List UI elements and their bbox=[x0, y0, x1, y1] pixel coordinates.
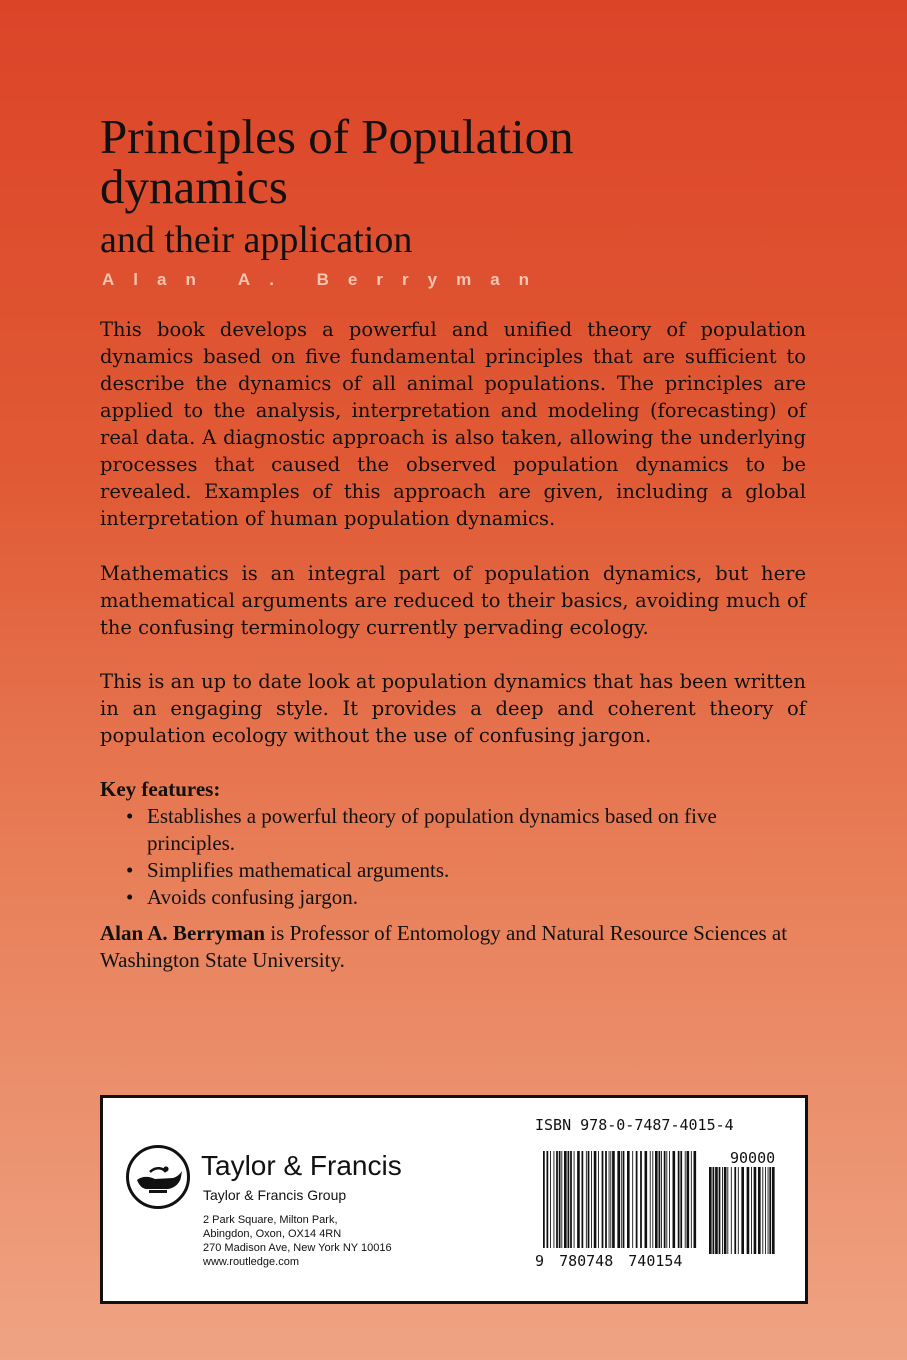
barcode-digits bbox=[535, 1252, 682, 1270]
ean-barcode bbox=[543, 1151, 697, 1248]
description-paragraph-2: Mathematics is an integral part of population dynamics, but here mathematical arguments are reduced to their basics, avoiding much of the confusing terminology currently pervading ecology. bbox=[100, 562, 806, 639]
barcode-bar bbox=[559, 1151, 561, 1248]
barcode-bar bbox=[673, 1151, 676, 1248]
address-line: Abingdon, Oxon, OX14 4RN bbox=[203, 1228, 342, 1240]
barcode-bar bbox=[741, 1167, 744, 1254]
barcode-bar bbox=[652, 1151, 653, 1248]
publisher-address bbox=[203, 1213, 392, 1269]
publisher-group: Taylor & Francis Group bbox=[203, 1187, 347, 1203]
barcode-bar bbox=[582, 1151, 584, 1248]
publisher-name: Taylor & Francis bbox=[201, 1150, 402, 1181]
barcode-bar bbox=[547, 1151, 549, 1248]
barcode-bar bbox=[556, 1151, 558, 1248]
barcode-bar bbox=[661, 1151, 662, 1248]
barcode-bar bbox=[609, 1151, 610, 1248]
barcode-bar bbox=[627, 1151, 630, 1248]
barcode-bar bbox=[655, 1151, 658, 1248]
book-subtitle: and their application bbox=[100, 219, 413, 261]
barcode-bar bbox=[772, 1167, 775, 1254]
title-line-2: dynamics bbox=[100, 159, 288, 214]
key-features bbox=[100, 776, 806, 911]
barcode-bar bbox=[719, 1167, 721, 1254]
lamp-icon bbox=[125, 1144, 191, 1210]
barcode-bar bbox=[715, 1167, 718, 1254]
addon-barcode bbox=[709, 1167, 779, 1254]
barcode-bar bbox=[659, 1151, 661, 1248]
barcode-bar bbox=[610, 1151, 611, 1248]
barcode-bar bbox=[724, 1167, 727, 1254]
title-line-1: Principles of Population bbox=[100, 109, 574, 164]
barcode-bar bbox=[561, 1151, 562, 1248]
barcode-first-digit: 9 bbox=[535, 1252, 545, 1270]
barcode-bar bbox=[678, 1151, 680, 1248]
barcode-bar bbox=[568, 1151, 570, 1248]
publisher-website: www.routledge.com bbox=[203, 1256, 299, 1268]
barcode-bar bbox=[554, 1151, 555, 1248]
barcode-bar bbox=[768, 1167, 769, 1254]
publisher-panel bbox=[100, 1095, 808, 1304]
barcode-bar bbox=[645, 1151, 648, 1248]
barcode-bar bbox=[758, 1167, 761, 1254]
bio-author-name: Alan A. Berryman bbox=[100, 921, 266, 945]
barcode-bar bbox=[586, 1151, 587, 1248]
barcode-bar bbox=[605, 1151, 607, 1248]
barcode-bar bbox=[754, 1167, 757, 1254]
barcode-bar bbox=[694, 1151, 697, 1248]
barcode-bar bbox=[640, 1151, 642, 1248]
barcode-bar bbox=[687, 1151, 690, 1248]
barcode-bar bbox=[591, 1151, 592, 1248]
key-features-heading: Key features: bbox=[100, 777, 221, 801]
barcode-bar bbox=[550, 1151, 551, 1248]
barcode-bar bbox=[598, 1151, 599, 1248]
features-list bbox=[100, 803, 806, 911]
barcode-left-digits: 780748 bbox=[559, 1252, 614, 1270]
address-line: 2 Park Square, Milton Park, bbox=[203, 1214, 338, 1226]
barcode-bar bbox=[623, 1151, 625, 1248]
barcode-bar bbox=[602, 1151, 604, 1248]
barcode-bar bbox=[747, 1167, 750, 1254]
barcode-bar bbox=[588, 1151, 590, 1248]
barcode-bar bbox=[617, 1151, 620, 1248]
description-paragraph-1: This book develops a powerful and unified theory of population dynamics based on five fundamental principles that are sufficient to describe the dynamics of all animal populations. The principles are applied to the analysis, interpretation and modeling (forecasting) of real data. A diagnostic approach is also taken, allowing the underlying processes that caused the observed population dynamics to be revealed. Examples of this approach are given, including a global interpretation of human population dynamics. bbox=[100, 318, 806, 530]
barcode-right-digits: 740154 bbox=[628, 1252, 683, 1270]
author-name: Alan A. Berryman bbox=[102, 270, 549, 289]
bio-text: is Professor of Entomology and Natural Resource Sciences at Washington State University. bbox=[100, 921, 788, 972]
address-line: 270 Madison Ave, New York NY 10016 bbox=[203, 1242, 392, 1254]
barcode-bar bbox=[722, 1167, 723, 1254]
feature-item: • Simplifies mathematical arguments. bbox=[126, 857, 767, 884]
barcode-bar bbox=[570, 1151, 572, 1248]
barcode-bar bbox=[669, 1151, 670, 1248]
barcode-bar bbox=[636, 1151, 638, 1248]
description-paragraph-3: This is an up to date look at population dynamics that has been written in an engaging style. It provides a deep and coherent theory of population ecology without the use of confusing jargon. bbox=[100, 670, 806, 747]
barcode-bar bbox=[577, 1151, 580, 1248]
barcode-bar bbox=[709, 1167, 712, 1254]
book-title bbox=[100, 109, 820, 214]
barcode-bar bbox=[621, 1151, 622, 1248]
barcode-bar bbox=[765, 1167, 766, 1254]
barcode-bar bbox=[650, 1151, 651, 1248]
barcode-bar bbox=[574, 1151, 575, 1248]
author-bio bbox=[100, 920, 812, 974]
barcode-bar bbox=[680, 1151, 682, 1248]
barcode-bar bbox=[738, 1167, 739, 1254]
barcode-bar bbox=[685, 1151, 686, 1248]
barcode-bar bbox=[713, 1167, 715, 1254]
barcode-bar bbox=[594, 1151, 597, 1248]
barcode-bar bbox=[731, 1167, 732, 1254]
feature-item: • Avoids confusing jargon. bbox=[126, 884, 767, 911]
barcode-bar bbox=[564, 1151, 567, 1248]
isbn-label: ISBN 978-0-7487-4015-4 bbox=[535, 1116, 734, 1134]
barcode-bar bbox=[632, 1151, 633, 1248]
barcode-bar bbox=[762, 1167, 763, 1254]
price-code: 90000 bbox=[730, 1149, 776, 1167]
barcode-bar bbox=[666, 1151, 667, 1248]
barcode-bar bbox=[612, 1151, 615, 1248]
barcode-bar bbox=[664, 1151, 666, 1248]
feature-item: • Establishes a powerful theory of population dynamics based on five principles. bbox=[126, 803, 767, 857]
barcode-bar bbox=[727, 1167, 728, 1254]
barcode-bar bbox=[734, 1167, 736, 1254]
barcode-bar bbox=[751, 1167, 752, 1254]
barcode-bar bbox=[691, 1151, 692, 1248]
barcode-bar bbox=[769, 1167, 771, 1254]
barcode-bar bbox=[543, 1151, 545, 1248]
